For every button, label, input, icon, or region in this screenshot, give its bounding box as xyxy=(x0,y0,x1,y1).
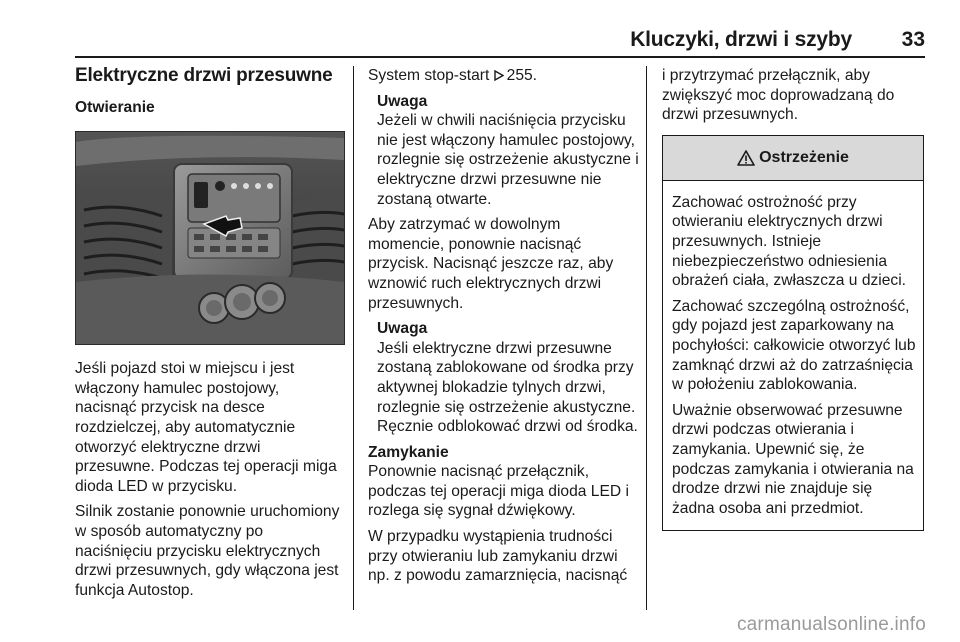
note-box xyxy=(368,92,640,210)
subsection-opening: Otwieranie xyxy=(75,98,155,116)
dashboard-photo-icon xyxy=(75,131,345,345)
column-divider xyxy=(353,66,354,610)
warning-triangle-icon xyxy=(737,150,755,166)
warning-paragraph: Zachować ostrożność przy otwieraniu elektrycznych drzwi przesuwnych. Istnieje niebezpieczeństwo odniesienia obrażeń ciała, zwłaszcza u dzieci. xyxy=(672,193,907,290)
watermark: carmanualsonline.info xyxy=(736,614,926,635)
column-1 xyxy=(75,66,343,606)
warning-box xyxy=(662,135,924,532)
note-text: Jeżeli w chwili naciśnięcia przycisku nie jest włączony hamulec postojowy, rozlegnie się ostrzeżenie akustyczne i elektryczne drzwi przesuwne nie zostaną otwarte. xyxy=(377,112,639,208)
text: System stop-start xyxy=(368,67,494,84)
chapter-title: Kluczyki, drzwi i szyby xyxy=(630,28,852,51)
warning-paragraph: Zachować szczególną ostrożność, gdy pojazd jest zaparkowany na pochyłości: całkowicie otworzyć lub zamknąć drzwi aż do zatrzaśnięcia w położeniu zablokowania. xyxy=(672,297,916,394)
page-header xyxy=(0,0,960,58)
paragraph: Ponownie nacisnąć przełącznik, podczas tej operacji miga dioda LED i rozlega się sygnał dźwiękowy. xyxy=(368,463,629,520)
column-3 xyxy=(662,66,926,531)
warning-paragraph: Uważnie obserwować przesuwne drzwi podczas otwierania i zamykania. Upewnić się, że podczas zamykania i otwierania na drodze drzwi nie znajduje się żadna osoba ani przedmiot. xyxy=(672,401,914,517)
section-title: Elektryczne drzwi przesuwne xyxy=(75,65,333,86)
paragraph: Silnik zostanie ponownie uruchomiony w sposób automatyczny po naciśnięciu przycisku elektrycznych drzwi przesuwnych, gdy włączona jest funkcja Autostop. xyxy=(75,503,340,599)
warning-header xyxy=(663,136,923,181)
subsection-closing: Zamykanie xyxy=(368,443,449,461)
note-text: Jeśli elektryczne drzwi przesuwne zostaną zablokowane od środka przy aktywnej blokadzie tylnych drzwi, rozlegnie się ostrzeżenie akustyczne. Ręcznie odblokować drzwi od środka. xyxy=(377,339,638,436)
note-box xyxy=(368,319,640,437)
note-title: Uwaga xyxy=(377,320,428,338)
note-title: Uwaga xyxy=(377,92,428,110)
header-rule xyxy=(75,56,925,58)
dashboard-illustration xyxy=(76,132,344,344)
page-reference-link[interactable]: 255. xyxy=(506,67,538,84)
paragraph: i przytrzymać przełącznik, aby zwiększyć moc doprowadzaną do drzwi przesuwnych. xyxy=(662,67,895,124)
column-divider xyxy=(646,66,647,610)
paragraph: Jeśli pojazd stoi w miejscu i jest włączony hamulec postojowy, nacisnąć przycisk na desce rozdzielczej, aby automatycznie otworzyć elektryczne drzwi przesuwne. Podczas tej operacji miga dioda LED w przycisku. xyxy=(75,360,337,495)
warning-title: Ostrzeżenie xyxy=(759,148,849,166)
column-2 xyxy=(368,66,640,592)
paragraph: Aby zatrzymać w dowolnym momencie, ponownie nacisnąć przycisk. Nacisnąć jeszcze raz, aby wznowić ruch elektrycznych drzwi przesuwnych. xyxy=(368,216,614,312)
page-reference-icon xyxy=(494,70,504,81)
paragraph xyxy=(368,66,640,86)
page-number: 33 xyxy=(901,28,925,51)
paragraph: W przypadku wystąpienia trudności przy otwieraniu lub zamykaniu drzwi np. z powodu zamarznięcia, nacisnąć xyxy=(368,528,628,585)
warning-body xyxy=(663,181,923,531)
